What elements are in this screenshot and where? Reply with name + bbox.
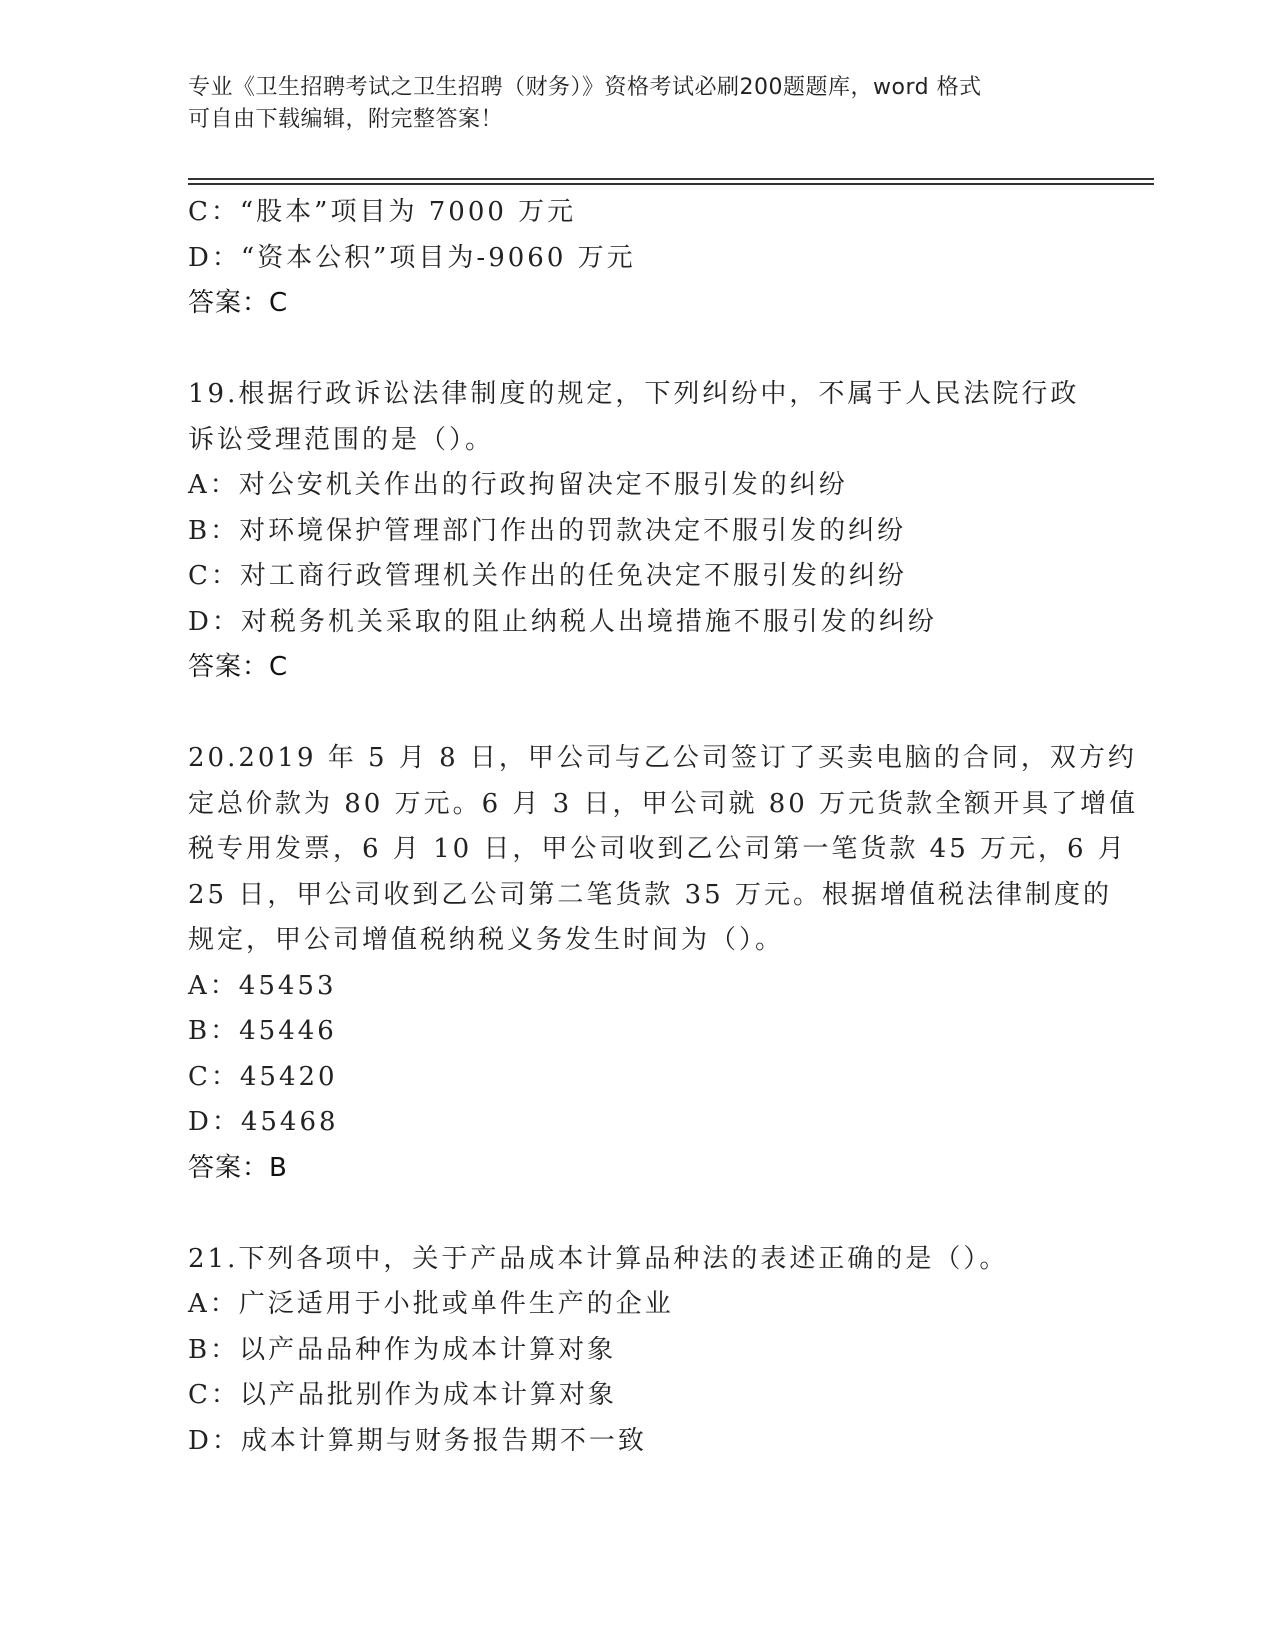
previous-question-fragment (188, 190, 1088, 327)
option-b: B：以产品品种作为成本计算对象 (188, 1334, 617, 1365)
spacer (188, 1191, 1088, 1237)
question-stem: 20.2019 年 5 月 8 日，甲公司与乙公司签订了买卖电脑的合同，双方约 (188, 743, 1137, 773)
option-c: C：“股本”项目为 7000 万元 (188, 197, 577, 227)
option-c: C：45420 (188, 1061, 338, 1092)
option-d: D：“资本公积”项目为-9060 万元 (188, 242, 636, 273)
header-divider-top (188, 178, 1154, 180)
option-d: D：对税务机关采取的阻止纳税人出境措施不服引发的纠纷 (188, 606, 937, 637)
option-d: D：成本计算期与财务报告期不一致 (188, 1425, 647, 1456)
document-header (188, 72, 1068, 136)
option-b: B：对环境保护管理部门作出的罚款决定不服引发的纠纷 (188, 515, 907, 546)
question-stem: 定总价款为 80 万元。6 月 3 日，甲公司就 80 万元货款全额开具了增值 (188, 788, 1139, 819)
answer-line: 答案：B (188, 1152, 288, 1183)
option-c: C：以产品批别作为成本计算对象 (188, 1380, 617, 1410)
option-a: A：对公安机关作出的行政拘留决定不服引发的纠纷 (188, 470, 848, 500)
question-stem: 税专用发票，6 月 10 日，甲公司收到乙公司第一笔货款 45 万元，6 月 (188, 834, 1127, 864)
question-21 (188, 1237, 1088, 1465)
question-stem: 19.根据行政诉讼法律制度的规定，下列纠纷中，不属于人民法院行政 (188, 379, 1080, 409)
question-stem: 诉讼受理范围的是（）。 (188, 424, 495, 455)
question-list (188, 190, 1139, 1464)
spacer (188, 691, 1088, 737)
question-20 (188, 736, 1139, 1191)
header-title-line-2: 可自由下载编辑，附完整答案！ (188, 107, 504, 132)
option-b: B：45446 (188, 1016, 337, 1046)
question-stem: 21.下列各项中，关于产品成本计算品种法的表述正确的是（）。 (188, 1243, 1009, 1274)
option-d: D：45468 (188, 1107, 339, 1137)
option-a: A：广泛适用于小批或单件生产的企业 (188, 1289, 674, 1319)
question-19 (188, 372, 1088, 691)
option-a: A：45453 (188, 970, 337, 1001)
question-stem: 规定，甲公司增值税纳税义务发生时间为（）。 (188, 925, 785, 955)
option-c: C：对工商行政管理机关作出的任免决定不服引发的纠纷 (188, 561, 907, 591)
spacer (188, 327, 1088, 373)
header-divider-bottom (188, 183, 1154, 185)
answer-line: 答案：C (188, 652, 289, 682)
question-stem: 25 日，甲公司收到乙公司第二笔货款 35 万元。根据增值税法律制度的 (188, 879, 1112, 910)
answer-line: 答案：C (188, 288, 289, 318)
header-title-line-1: 专业《卫生招聘考试之卫生招聘（财务）》资格考试必刷200题题库，word 格式 (188, 75, 982, 100)
